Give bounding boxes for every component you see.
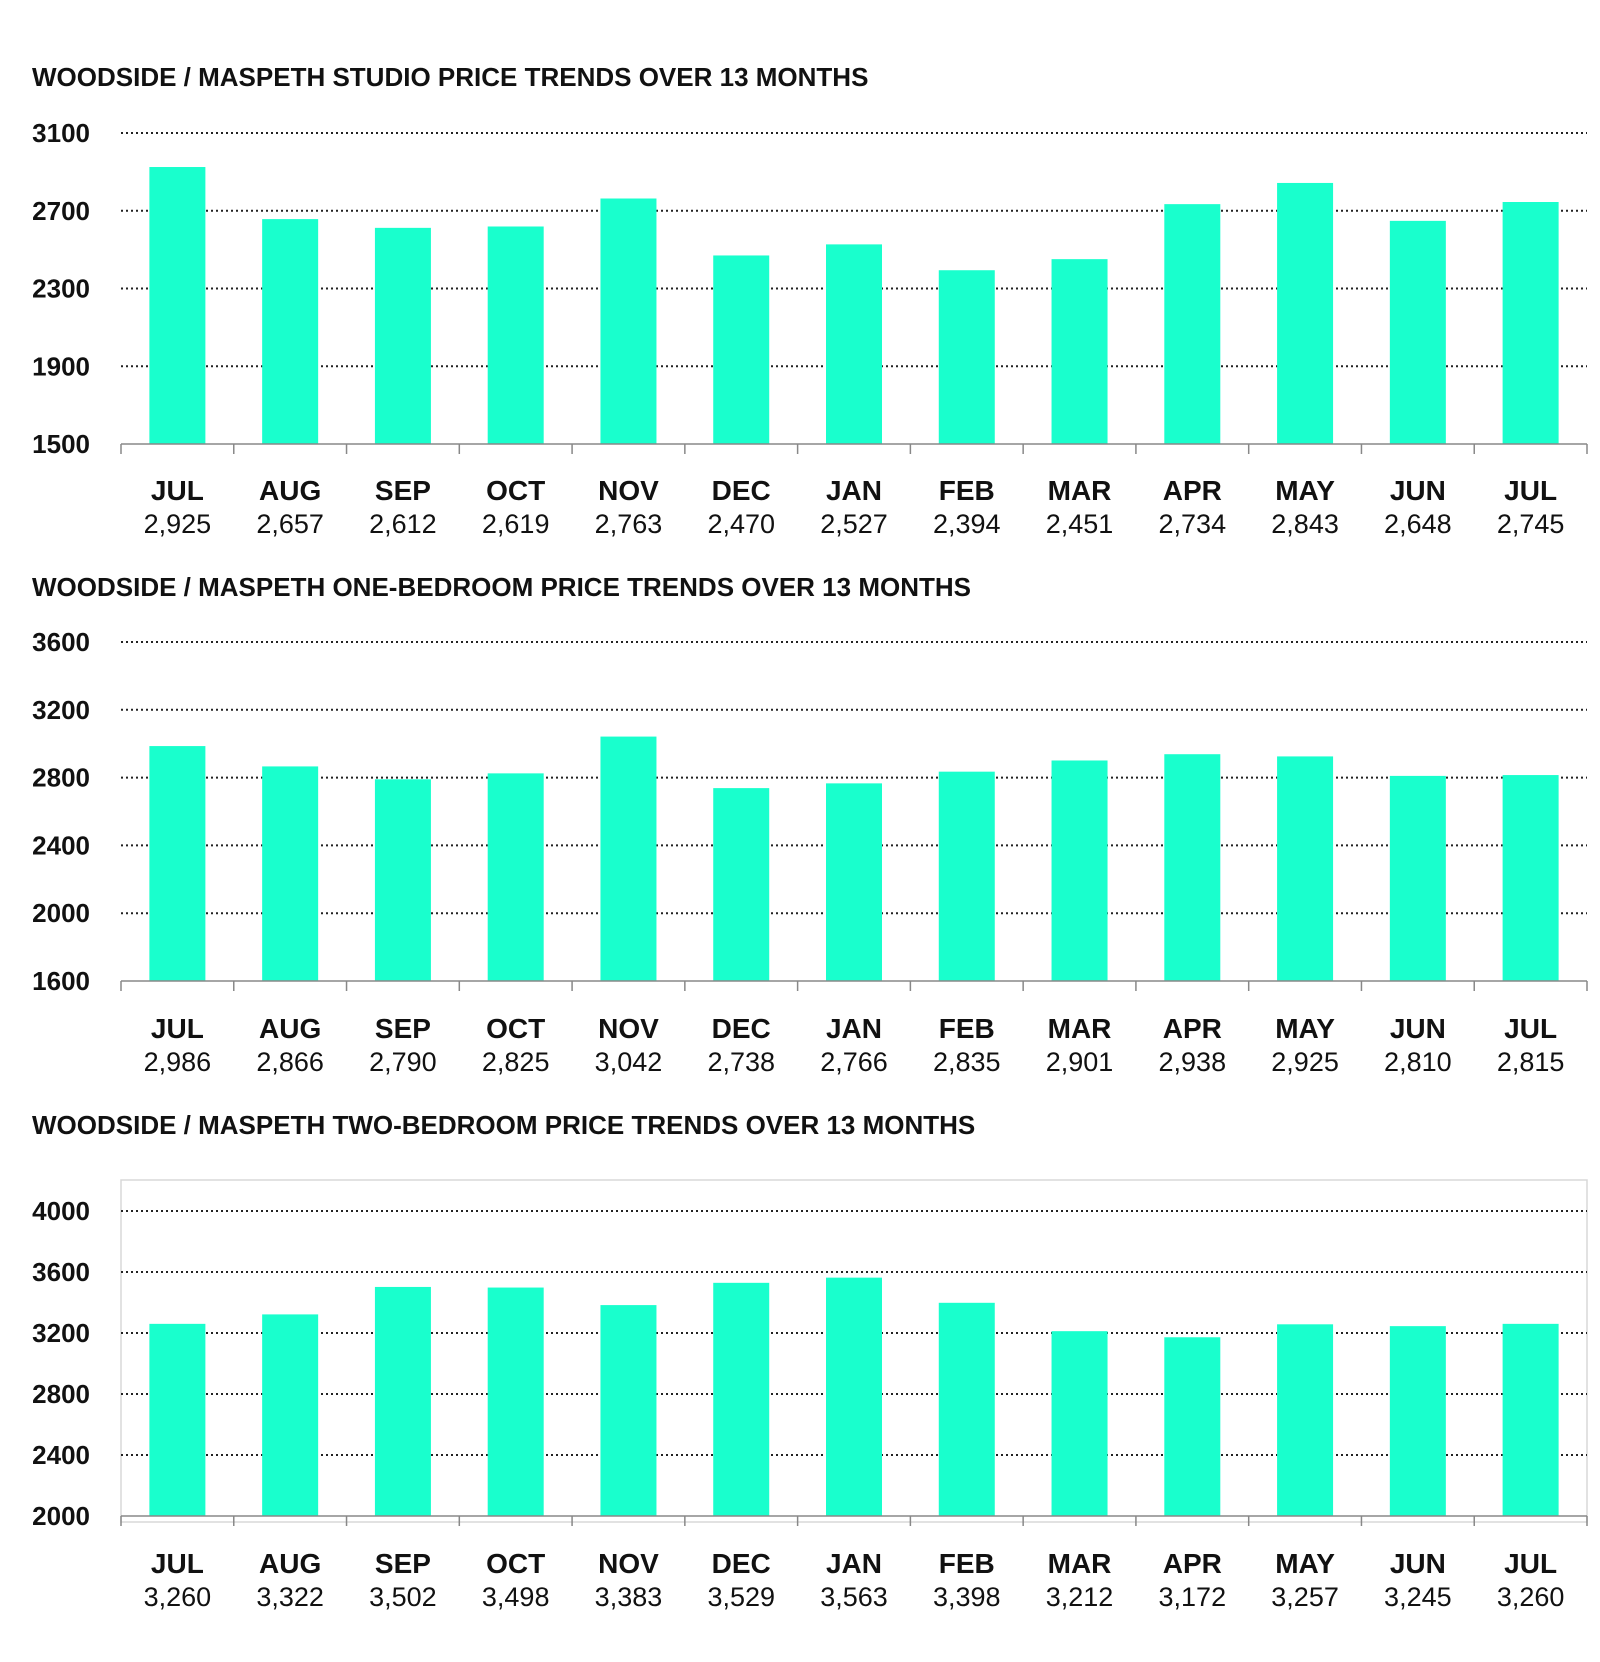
bar-jan — [826, 244, 882, 444]
x-tick-label: APR — [1162, 475, 1222, 506]
bar-may — [1277, 183, 1333, 444]
x-tick-label: MAY — [1275, 1013, 1335, 1044]
chart-3 — [32, 1110, 1587, 1612]
y-tick-label: 3200 — [32, 1318, 90, 1348]
y-tick-label: 3600 — [32, 627, 90, 657]
data-label: 3,042 — [594, 1047, 663, 1077]
y-tick-label: 3600 — [32, 1257, 90, 1287]
x-tick-label: APR — [1162, 1548, 1222, 1579]
x-tick-label: JAN — [825, 475, 883, 506]
chart-title: WOODSIDE / MASPETH ONE-BEDROOM PRICE TRENDS OVER 13 MONTHS — [32, 572, 971, 602]
x-tick-label: JUN — [1389, 1548, 1446, 1579]
bar-dec — [713, 788, 769, 981]
x-tick-label: JUN — [1389, 1013, 1446, 1044]
x-tick-label: JUL — [150, 1013, 204, 1044]
data-label: 2,790 — [369, 1047, 437, 1077]
bar-mar — [1052, 760, 1108, 981]
data-label: 2,925 — [143, 509, 212, 539]
chart-2 — [32, 572, 1587, 1077]
x-tick-label: JUN — [1389, 475, 1446, 506]
y-tick-label: 2800 — [32, 1379, 90, 1409]
data-label: 3,212 — [1045, 1582, 1114, 1612]
bar-may — [1277, 1324, 1333, 1516]
data-label: 3,257 — [1271, 1582, 1339, 1612]
data-label: 3,245 — [1384, 1582, 1452, 1612]
data-label: 3,383 — [594, 1582, 663, 1612]
bar-apr — [1164, 754, 1220, 981]
data-label: 2,810 — [1384, 1047, 1452, 1077]
data-label: 2,734 — [1158, 509, 1227, 539]
x-tick-label: OCT — [486, 1548, 546, 1579]
bar-jun — [1390, 221, 1446, 444]
y-tick-label: 2700 — [32, 195, 90, 226]
data-label: 2,763 — [594, 509, 663, 539]
x-tick-label: MAY — [1275, 1548, 1335, 1579]
x-tick-label: AUG — [259, 475, 322, 506]
x-tick-label: SEP — [374, 475, 431, 506]
x-tick-label: MAR — [1047, 1548, 1112, 1579]
bar-oct — [488, 226, 544, 444]
y-tick-label: 2300 — [32, 273, 90, 304]
x-tick-label: DEC — [711, 1013, 771, 1044]
y-tick-label: 2400 — [32, 1440, 90, 1470]
bar-jul — [149, 1324, 205, 1516]
bar-nov — [600, 199, 656, 444]
x-tick-label: MAY — [1275, 475, 1335, 506]
x-tick-label: AUG — [259, 1548, 322, 1579]
bar-dec — [713, 255, 769, 444]
data-label: 3,398 — [932, 1582, 1001, 1612]
bar-mar — [1052, 259, 1108, 444]
chart-title: WOODSIDE / MASPETH TWO-BEDROOM PRICE TRENDS OVER 13 MONTHS — [32, 1110, 976, 1140]
bar-apr — [1164, 204, 1220, 444]
x-tick-label: SEP — [374, 1548, 431, 1579]
data-label: 3,172 — [1158, 1582, 1227, 1612]
data-label: 2,815 — [1496, 1047, 1565, 1077]
bar-jun — [1390, 1326, 1446, 1516]
x-tick-label: DEC — [711, 475, 771, 506]
bar-mar — [1052, 1331, 1108, 1516]
data-label: 2,394 — [932, 509, 1001, 539]
data-label: 3,260 — [1496, 1582, 1565, 1612]
data-label: 3,502 — [369, 1582, 437, 1612]
x-tick-label: SEP — [374, 1013, 431, 1044]
bar-sep — [375, 1287, 431, 1516]
y-tick-label: 2000 — [32, 1501, 90, 1531]
bar-jan — [826, 783, 882, 981]
x-tick-label: NOV — [598, 475, 659, 506]
bar-nov — [600, 1305, 656, 1516]
x-tick-label: FEB — [938, 1013, 995, 1044]
data-label: 3,322 — [256, 1582, 324, 1612]
x-tick-label: DEC — [711, 1548, 771, 1579]
x-tick-label: OCT — [486, 1013, 546, 1044]
data-label: 2,451 — [1045, 509, 1114, 539]
bar-jul — [149, 167, 205, 444]
data-label: 2,843 — [1271, 509, 1339, 539]
data-label: 2,986 — [143, 1047, 212, 1077]
bar-jul — [1503, 202, 1559, 444]
x-tick-label: MAR — [1047, 1013, 1112, 1044]
y-tick-label: 3200 — [32, 694, 90, 725]
bar-sep — [375, 779, 431, 981]
data-label: 2,901 — [1045, 1047, 1114, 1077]
bar-aug — [262, 766, 318, 981]
bar-sep — [375, 228, 431, 444]
x-tick-label: JUL — [1504, 1548, 1558, 1579]
data-label: 3,260 — [143, 1582, 212, 1612]
bar-jul — [149, 746, 205, 981]
bar-feb — [939, 270, 995, 444]
x-tick-label: APR — [1162, 1013, 1222, 1044]
data-label: 2,612 — [369, 509, 437, 539]
bar-oct — [488, 1288, 544, 1516]
y-tick-label: 1900 — [32, 351, 90, 382]
data-label: 2,527 — [820, 509, 888, 539]
y-tick-label: 1500 — [32, 429, 90, 459]
data-label: 2,619 — [481, 509, 550, 539]
data-label: 2,657 — [256, 509, 324, 539]
x-tick-label: NOV — [598, 1548, 659, 1579]
data-label: 3,563 — [820, 1582, 888, 1612]
bar-dec — [713, 1283, 769, 1516]
bar-jan — [826, 1278, 882, 1516]
bar-jun — [1390, 776, 1446, 981]
bar-may — [1277, 756, 1333, 981]
x-tick-label: AUG — [259, 1013, 322, 1044]
x-tick-label: JUL — [150, 1548, 204, 1579]
x-tick-label: JAN — [825, 1013, 883, 1044]
bar-nov — [600, 737, 656, 981]
x-tick-label: MAR — [1047, 475, 1112, 506]
x-tick-label: JAN — [825, 1548, 883, 1579]
y-tick-label: 2400 — [32, 830, 90, 861]
bar-feb — [939, 772, 995, 981]
chart-1 — [32, 62, 1587, 539]
bar-jul — [1503, 1324, 1559, 1516]
chart-title: WOODSIDE / MASPETH STUDIO PRICE TRENDS OVER 13 MONTHS — [32, 62, 869, 92]
bar-aug — [262, 1314, 318, 1516]
x-tick-label: NOV — [598, 1013, 659, 1044]
y-tick-label: 3100 — [32, 118, 90, 148]
y-tick-label: 4000 — [32, 1196, 90, 1226]
data-label: 2,470 — [707, 509, 776, 539]
data-label: 2,835 — [932, 1047, 1001, 1077]
data-label: 2,648 — [1384, 509, 1452, 539]
x-tick-label: FEB — [938, 475, 995, 506]
data-label: 2,766 — [820, 1047, 888, 1077]
data-label: 2,938 — [1158, 1047, 1227, 1077]
bar-jul — [1503, 775, 1559, 981]
x-tick-label: JUL — [1504, 1013, 1558, 1044]
data-label: 2,738 — [707, 1047, 776, 1077]
x-tick-label: OCT — [486, 475, 546, 506]
data-label: 2,745 — [1496, 509, 1565, 539]
y-tick-label: 1600 — [32, 966, 90, 996]
bar-aug — [262, 219, 318, 444]
data-label: 3,529 — [707, 1582, 776, 1612]
bar-oct — [488, 773, 544, 981]
bar-feb — [939, 1303, 995, 1516]
data-label: 2,866 — [256, 1047, 324, 1077]
y-tick-label: 2000 — [32, 898, 90, 929]
y-tick-label: 2800 — [32, 762, 90, 793]
data-label: 3,498 — [481, 1582, 550, 1612]
x-tick-label: JUL — [1504, 475, 1558, 506]
x-tick-label: JUL — [150, 475, 204, 506]
x-tick-label: FEB — [938, 1548, 995, 1579]
data-label: 2,925 — [1271, 1047, 1339, 1077]
data-label: 2,825 — [481, 1047, 550, 1077]
bar-apr — [1164, 1337, 1220, 1516]
